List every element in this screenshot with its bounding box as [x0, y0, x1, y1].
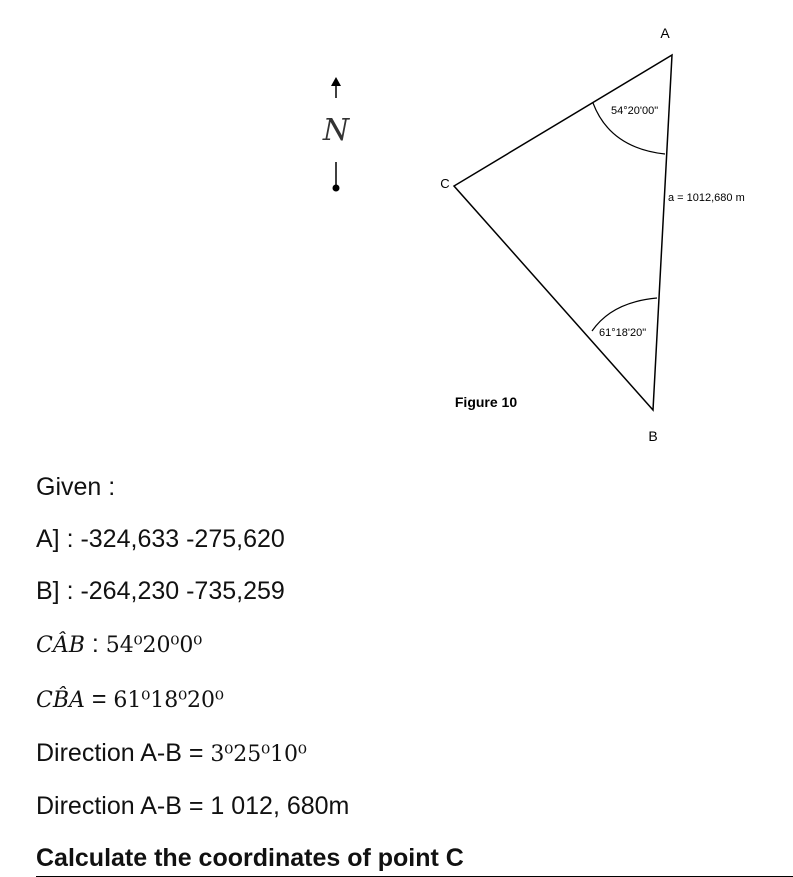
direction-ab-label: Direction A-B =: [36, 739, 211, 767]
side-a-label: a = 1012,680 m: [668, 192, 745, 204]
angle-cba-sep: =: [84, 685, 114, 713]
angle-b-label: 61°18'20": [599, 327, 647, 339]
figure-caption: Figure 10: [454, 394, 518, 410]
angle-cab-sep: :: [84, 630, 106, 658]
vertex-c-label: C: [440, 176, 450, 191]
angle-a-label: 54°20'00": [611, 105, 659, 117]
direction-ab-line: [36, 738, 307, 770]
angle-cab-value: 54⁰20⁰0⁰: [105, 633, 203, 658]
north-arrow: [322, 77, 351, 192]
point-b-coordinates: B] : -264,230 -735,259: [36, 577, 285, 605]
vertex-a-label: A: [660, 25, 670, 41]
given-heading: Given :: [36, 473, 116, 501]
angle-cba-value: 61⁰18⁰20⁰: [113, 688, 224, 713]
point-a-coordinates: A] : -324,633 -275,620: [36, 525, 285, 553]
angle-cab-name: CÂB: [36, 633, 85, 658]
angle-cba-name: CB̂A: [36, 688, 85, 713]
distance-ab-line: Direction A-B = 1 012, 680m: [36, 792, 350, 820]
north-label: N: [322, 113, 350, 148]
direction-ab-value: 3⁰25⁰10⁰: [210, 742, 307, 767]
angle-cab-line: [36, 629, 202, 661]
angle-cba-line: [36, 684, 224, 716]
task-statement: Calculate the coordinates of point C: [36, 844, 464, 872]
vertex-b-label: B: [648, 428, 658, 444]
